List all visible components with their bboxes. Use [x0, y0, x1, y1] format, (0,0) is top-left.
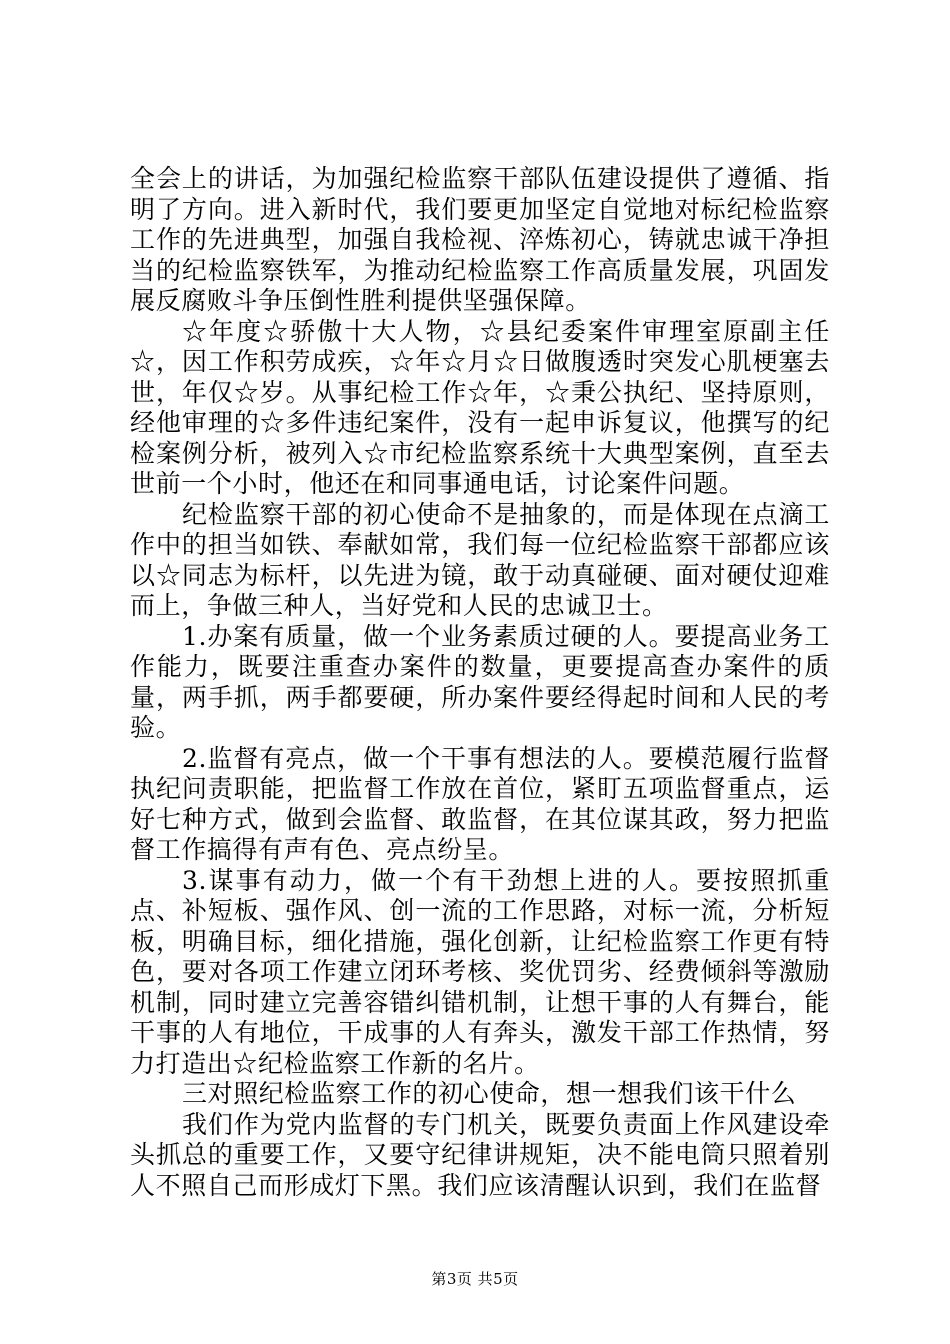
section-heading: 三对照纪检监察工作的初心使命，想一想我们该干什么	[182, 1079, 797, 1108]
page-number-label: 第3页 共5页	[431, 1270, 519, 1288]
paragraph-8: 我们作为党内监督的专门机关，既要负责面上作风建设牵头抓总的重要工作，又要守纪律讲规矩，决不能电筒只照着别人不照自己而形成灯下黑。我们应该清醒认识到，我们在监督	[130, 1109, 830, 1200]
paragraph-5: 2.监督有亮点，做一个干事有想法的人。要模范履行监督执纪问责职能，把监督工作放在首位，紧盯五项监督重点，运好七种方式，做到会监督、敢监督，在其位谋其政，努力把监督工作搞得有声有色、亮点纷呈。	[130, 743, 830, 864]
paragraph-3: 纪检监察干部的初心使命不是抽象的，而是体现在点滴工作中的担当如铁、奉献如常，我们每一位纪检监察干部都应该以☆同志为标杆，以先进为镜，敢于动真碰硬、面对硬仗迎难而上，争做三种人，当好党和人民的忠诚卫士。	[130, 499, 830, 620]
paragraph-2: ☆年度☆骄傲十大人物，☆县纪委案件审理室原副主任☆，因工作积劳成疾，☆年☆月☆日做腹透时突发心肌梗塞去世，年仅☆岁。从事纪检工作☆年，☆秉公执纪、坚持原则，经他审理的☆多件违纪案件，没有一起申诉复议，他撰写的纪检案例分析，被列入☆市纪检监察系统十大典型案例，直至去世前一个小时，他还在和同事通电话，讨论案件问题。	[130, 316, 830, 498]
paragraph-6: 3.谋事有动力，做一个有干劲想上进的人。要按照抓重点、补短板、强作风、创一流的工作思路，对标一流，分析短板，明确目标，细化措施，强化创新，让纪检监察工作更有特色，要对各项工作建立闭环考核、奖优罚劣、经费倾斜等激励机制，同时建立完善容错纠错机制，让想干事的人有舞台，能干事的人有地位，干成事的人有奔头，激发干部工作热情，努力打造出☆纪检监察工作新的名片。	[130, 865, 830, 1078]
paragraph-4: 1.办案有质量，做一个业务素质过硬的人。要提高业务工作能力，既要注重查办案件的数量，更要提高查办案件的质量，两手抓，两手都要硬，所办案件要经得起时间和人民的考验。	[130, 621, 830, 742]
paragraph-1: 全会上的讲话，为加强纪检监察干部队伍建设提供了遵循、指明了方向。进入新时代，我们要更加坚定自觉地对标纪检监察工作的先进典型，加强自我检视、淬炼初心，铸就忠诚干净担当的纪检监察铁军，为推动纪检监察工作高质量发展，巩固发展反腐败斗争压倒性胜利提供坚强保障。	[130, 164, 830, 315]
document-body	[130, 164, 830, 1201]
page-footer	[0, 1269, 950, 1289]
